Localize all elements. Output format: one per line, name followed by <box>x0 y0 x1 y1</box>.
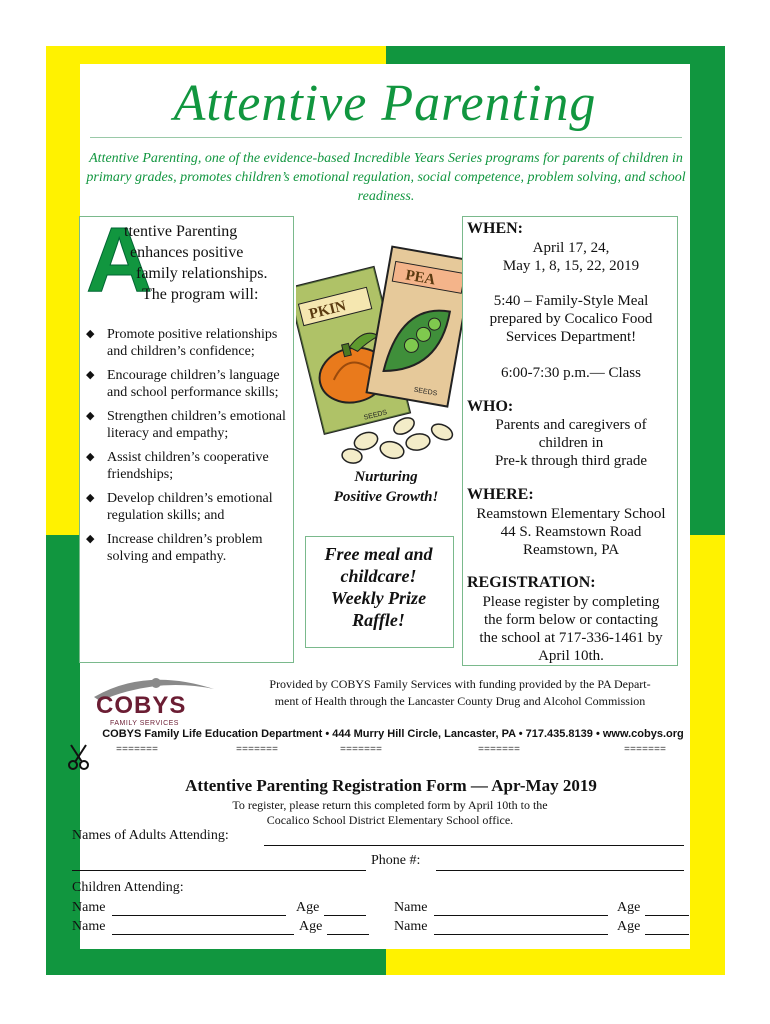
lead-line: enhances positive <box>130 244 244 261</box>
title-divider <box>90 137 682 138</box>
diamond-bullet-icon: ◆ <box>86 369 95 381</box>
lead-line: family relationships. <box>136 265 268 282</box>
lead-line: ttentive Parenting <box>124 223 238 240</box>
adults-label: Names of Adults Attending: <box>72 828 229 843</box>
list-item: ◆ Promote positive relationships and children’s confidence; <box>86 327 278 359</box>
child-age-input[interactable] <box>645 915 689 916</box>
when-heading: WHEN: <box>467 220 523 237</box>
program-goals-list <box>86 326 290 572</box>
drop-cap: A <box>86 209 153 311</box>
phone-input[interactable] <box>436 870 684 871</box>
diamond-bullet-icon: ◆ <box>86 451 95 463</box>
scissors-icon <box>64 743 94 771</box>
child-age-label: Age <box>617 900 641 915</box>
child-age-label: Age <box>617 919 641 934</box>
cobys-logo-sub: FAMILY SERVICES <box>110 720 179 727</box>
children-label: Children Attending: <box>72 880 184 895</box>
diamond-bullet-icon: ◆ <box>86 492 95 504</box>
nurturing-tagline: Nurturing Positive Growth! <box>333 469 439 505</box>
list-item: ◆ Develop children’s emotional regulation skills; and <box>86 491 273 523</box>
flyer-title: Attentive Parenting <box>173 75 597 132</box>
contact-footer: COBYS Family Life Education Department • 444 Murry Hill Circle, Lancaster, PA • 717.435.8139 • www.cobys.org <box>102 728 684 740</box>
cut-line: ======= <box>236 745 279 756</box>
when-class-time: 6:00-7:30 p.m.— Class <box>500 365 641 381</box>
list-item: ◆ Increase children’s problem solving and empathy. <box>86 532 263 564</box>
child-name-input[interactable] <box>112 934 294 935</box>
child-age-label: Age <box>296 900 320 915</box>
cut-line: ======= <box>624 745 667 756</box>
child-age-input[interactable] <box>327 934 369 935</box>
free-offer-text: Free meal and childcare! Weekly Prize Raffle! <box>324 544 433 630</box>
registration-text: Please register by completing the form below or contacting the school at 717-336-1461 by April 10th. <box>479 594 663 664</box>
child-name-label: Name <box>394 900 428 915</box>
phone-label: Phone #: <box>371 853 421 868</box>
packet-label-left: PKIN <box>307 298 348 323</box>
list-item: ◆ Assist children’s cooperative friendships; <box>86 450 269 482</box>
child-name-label: Name <box>72 919 106 934</box>
where-heading: WHERE: <box>467 486 534 503</box>
child-age-label: Age <box>299 919 323 934</box>
cut-line: ======= <box>478 745 521 756</box>
diamond-bullet-icon: ◆ <box>86 533 95 545</box>
lead-line: The program will: <box>142 286 259 303</box>
adults-input[interactable] <box>264 845 684 846</box>
intro-text: Attentive Parenting, one of the evidence-based Incredible Years Series programs for parents of children in primary grades, promotes children’s emotional regulation, social competence, problem solving, and school readiness. <box>86 151 686 204</box>
diamond-bullet-icon: ◆ <box>86 328 95 340</box>
packet-label-right: PEA <box>404 267 437 289</box>
list-item: ◆ Encourage children’s language and school performance skills; <box>86 368 280 400</box>
seed-packets-illustration <box>296 236 462 466</box>
when-dates: April 17, 24, May 1, 8, 15, 22, 2019 <box>502 240 640 274</box>
child-name-input[interactable] <box>434 934 608 935</box>
cut-line: ======= <box>340 745 383 756</box>
who-text: Parents and caregivers of children in Pre-k through third grade <box>494 417 648 469</box>
adults-input-2[interactable] <box>72 870 366 871</box>
cobys-logo: COBYS <box>96 692 187 719</box>
when-meal: 5:40 – Family-Style Meal prepared by Cocalico Food Services Department! <box>489 293 653 345</box>
packet-seeds-label-right: SEEDS <box>413 386 438 398</box>
child-age-input[interactable] <box>645 934 689 935</box>
cut-line: ======= <box>116 745 159 756</box>
where-text: Reamstown Elementary School 44 S. Reamstown Road Reamstown, PA <box>476 506 666 558</box>
child-name-label: Name <box>394 919 428 934</box>
child-age-input[interactable] <box>324 915 366 916</box>
registration-heading: REGISTRATION: <box>467 574 596 591</box>
packet-seeds-label-left: SEEDS <box>363 409 388 422</box>
funding-note: Provided by COBYS Family Services with funding provided by the PA Depart- ment of Health through the Lancaster County Drug and Alcohol Commission <box>269 677 651 708</box>
form-title: Attentive Parenting Registration Form — Apr-May 2019 <box>185 776 597 795</box>
form-instructions: To register, please return this completed form by April 10th to the Cocalico School District Elementary School office. <box>232 798 548 827</box>
who-heading: WHO: <box>467 398 514 415</box>
child-name-input[interactable] <box>434 915 608 916</box>
child-name-input[interactable] <box>112 915 286 916</box>
program-lead <box>124 221 290 305</box>
child-name-label: Name <box>72 900 106 915</box>
diamond-bullet-icon: ◆ <box>86 410 95 422</box>
list-item: ◆ Strengthen children’s emotional literacy and empathy; <box>86 409 286 441</box>
